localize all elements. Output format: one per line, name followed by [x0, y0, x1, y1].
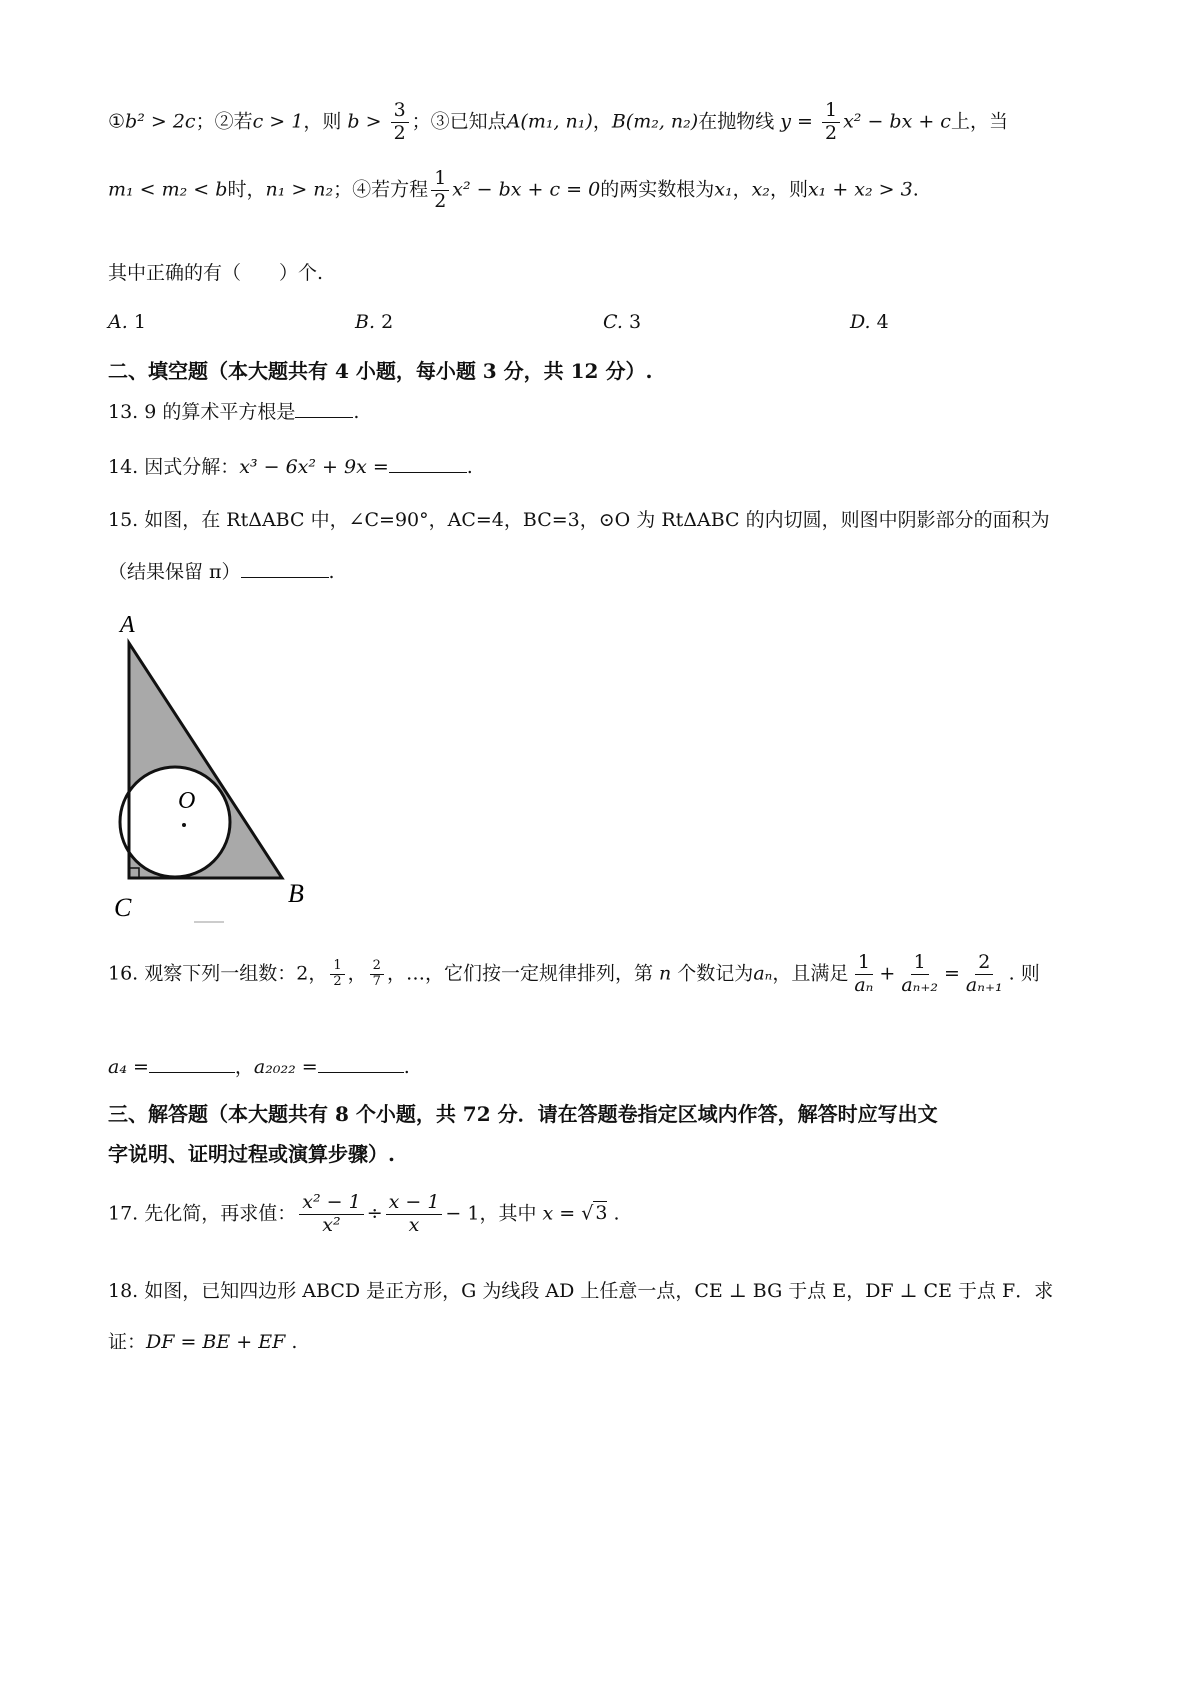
separator: ，	[234, 1056, 254, 1078]
q18-line2	[108, 1327, 297, 1354]
answer-blank-a4[interactable]	[149, 1072, 235, 1073]
q12-item4-marker: ；④若方程	[333, 178, 429, 201]
point-b: B(m₂, n₂)	[611, 110, 699, 133]
a4-label: a₄ =	[108, 1056, 149, 1078]
period: .	[328, 561, 335, 583]
numerator: 1	[431, 168, 449, 191]
plus: +	[879, 962, 896, 985]
separator: ；	[195, 110, 215, 133]
x-equals: x =	[542, 1202, 576, 1225]
section3-title-line1: 三、解答题（本大题共有 8 个小题，共 72 分．请在答题卷指定区域内作答，解答时应写出文	[108, 1102, 938, 1126]
choice-value: 2	[381, 311, 394, 333]
label-o: O	[178, 788, 196, 814]
q12-item3-marker: ③已知点	[430, 110, 507, 133]
q16-prefix: 16. 观察下列一组数：2，	[108, 962, 328, 985]
period: .	[912, 178, 919, 201]
numerator: x² − 1	[299, 1192, 363, 1215]
period: .	[466, 456, 473, 478]
q14	[108, 452, 473, 479]
equation: x² − bx + c = 0	[452, 178, 601, 201]
radicand: 3	[595, 1202, 608, 1225]
q12-item2-marker: ②若	[214, 110, 253, 133]
fraction-2-an1	[963, 952, 1006, 997]
numerator: 2	[370, 959, 384, 975]
comma: ，	[592, 110, 612, 133]
roots-text: 的两实数根为	[600, 178, 715, 201]
numerator: x − 1	[386, 1192, 443, 1215]
q14-prefix: 14. 因式分解：	[108, 456, 240, 478]
denominator: 2	[333, 973, 342, 989]
q18-line1: 18. 如图，已知四边形 ABCD 是正方形，G 为线段 AD 上任意一点，CE ⊥ BG 于点 E，DF ⊥ CE 于点 F．求	[108, 1280, 1054, 1302]
sqrt-icon: √	[581, 1202, 594, 1225]
denominator: aₙ₊₁	[965, 973, 1003, 996]
q16-text: ，…，它们按一定规律排列，第	[386, 962, 653, 985]
period: .	[353, 401, 360, 423]
divide-sign: ÷	[366, 1202, 383, 1225]
period: .	[291, 1331, 298, 1353]
q15-line1: 15. 如图，在 RtΔABC 中，∠C=90°，AC=4，BC=3，⊙O 为 RtΔABC 的内切圆，则图中阴影部分的面积为	[108, 509, 1050, 531]
numerator: 1	[911, 952, 929, 975]
choice-label: D.	[850, 311, 871, 333]
cond-m: m₁ < m₂ < b	[108, 178, 228, 201]
when-suffix: 时，	[227, 178, 266, 201]
choice-label: B.	[355, 311, 376, 333]
equals: =	[944, 962, 960, 985]
numerator: 1	[330, 959, 344, 975]
label-c: C	[114, 893, 132, 922]
fraction-1-an2	[898, 952, 941, 997]
choice-label: C.	[603, 311, 623, 333]
choice-value: 3	[628, 311, 642, 333]
on-parabola-text: 在抛物线	[698, 110, 775, 133]
q16-text: 个数记为	[677, 962, 754, 985]
fraction-1-2	[822, 100, 840, 145]
fraction-x2-1-over-x2	[299, 1192, 363, 1237]
triangle-incircle-figure	[108, 598, 328, 928]
q15-note: （结果保留 π）	[108, 561, 241, 583]
center-point	[182, 823, 186, 827]
numerator: 3	[391, 100, 409, 123]
denominator: 2	[825, 121, 838, 144]
separator: ；	[411, 110, 431, 133]
fraction-1-2-eq	[431, 168, 449, 213]
cond-n: n₁ > n₂	[265, 178, 334, 201]
choice-label: A.	[108, 311, 128, 333]
answer-blank[interactable]	[389, 472, 467, 473]
section2-title: 二、填空题（本大题共有 4 小题，每小题 3 分，共 12 分）.	[108, 359, 653, 383]
n-var: n	[659, 962, 672, 985]
denominator: 7	[372, 973, 381, 989]
q18-prefix: 证：	[108, 1331, 147, 1353]
then-text: ，则	[303, 110, 342, 133]
choice-a[interactable]	[108, 311, 146, 333]
fraction-3-2	[391, 100, 409, 145]
then-text: ，则	[769, 178, 808, 201]
answer-blank[interactable]	[241, 577, 329, 578]
choice-b[interactable]	[355, 311, 393, 333]
q12-item2-cond: c > 1	[252, 110, 304, 133]
q16-line1	[108, 952, 1040, 997]
choice-d[interactable]	[850, 311, 889, 333]
q18-expr: DF = BE + EF	[146, 1331, 286, 1353]
root-2: x₂	[751, 178, 770, 201]
q12-line2	[108, 168, 919, 213]
q12-question: 其中正确的有（ ）个.	[108, 262, 324, 284]
numerator: 1	[822, 100, 840, 123]
parabola-y: y =	[780, 110, 813, 133]
q12-item1-expr: b² > 2c	[125, 110, 196, 133]
when-text: 上，当	[950, 110, 1008, 133]
q17-prefix: 17. 先化简，再求值：	[108, 1202, 297, 1225]
period: .	[613, 1202, 620, 1225]
choice-c[interactable]	[603, 311, 641, 333]
point-a: A(m₁, n₁)	[506, 110, 593, 133]
root-1: x₁	[714, 178, 733, 201]
answer-blank[interactable]	[295, 417, 353, 418]
parabola-expr: x² − bx + c	[843, 110, 951, 133]
label-b: B	[288, 879, 304, 908]
choice-value: 1	[133, 311, 146, 333]
conclusion: x₁ + x₂ > 3	[807, 178, 913, 201]
choice-value: 4	[876, 311, 889, 333]
numerator: 1	[855, 952, 873, 975]
where-text: ，其中	[479, 1202, 537, 1225]
period: .	[403, 1056, 410, 1078]
denominator: aₙ₊₂	[901, 973, 938, 996]
q12-line1	[108, 100, 1008, 145]
q12-item2-b: b >	[347, 110, 382, 133]
fraction-2-7	[370, 959, 384, 990]
section3-title-line2: 字说明、证明过程或演算步骤）.	[108, 1142, 395, 1166]
denominator: aₙ	[854, 973, 874, 996]
label-a: A	[120, 612, 135, 638]
q16-line2	[108, 1052, 410, 1079]
q17	[108, 1192, 620, 1237]
denominator: 2	[434, 189, 447, 212]
denominator: x	[408, 1213, 420, 1236]
numerator: 2	[975, 952, 993, 975]
comma: ，	[732, 178, 752, 201]
an-var: aₙ	[753, 962, 773, 985]
fraction-x-1-over-x	[386, 1192, 443, 1237]
q12-item1-marker: ①	[108, 110, 126, 133]
minus-one: − 1	[445, 1202, 480, 1225]
q14-expr: x³ − 6x² + 9x =	[239, 456, 389, 478]
then-text: . 则	[1008, 962, 1040, 985]
q16-text: ，且满足	[772, 962, 849, 985]
fraction-1-an	[851, 952, 876, 997]
q13	[108, 397, 359, 424]
answer-blank-a2022[interactable]	[318, 1072, 404, 1073]
q15-line2	[108, 557, 335, 584]
a2022-label: a₂₀₂₂ =	[253, 1056, 318, 1078]
comma: ，	[347, 962, 367, 985]
denominator: 2	[393, 121, 406, 144]
q13-text: 13. 9 的算术平方根是	[108, 401, 296, 423]
fraction-1-2	[330, 959, 344, 990]
denominator: x²	[322, 1213, 341, 1236]
